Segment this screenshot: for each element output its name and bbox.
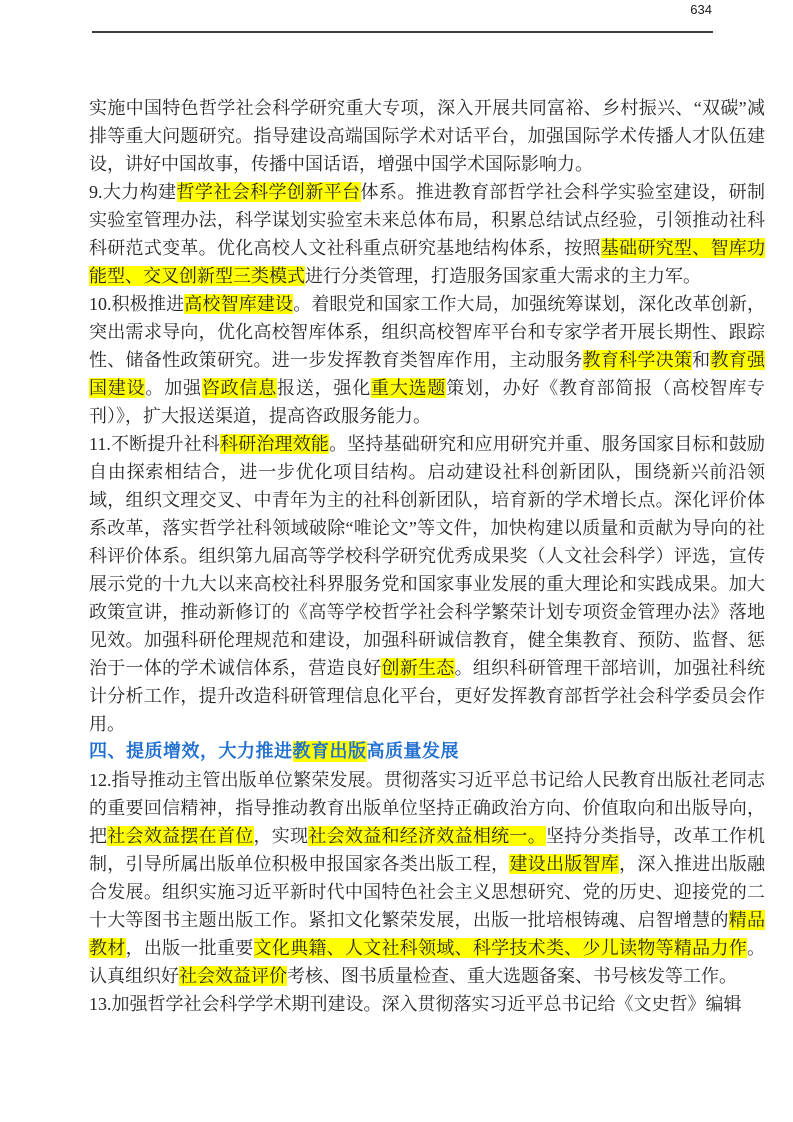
text-run: 考核、图书质量检查、重大选题备案、书号核发等工作。 [287, 966, 737, 986]
text-run: ，出版一批重要 [125, 938, 254, 958]
text-run: 四、提质增效，大力推进 [89, 741, 293, 762]
text-run: 12.指导推动主管出版单位繁荣发展。贯彻落实习近平总书记给人民教育出版社老同志的重要回信精神，指导推动教育出版单位坚持正确政治方向、价值取向和出版导向，把 [89, 770, 765, 846]
highlighted-text-run: 建设出版智库 [509, 854, 620, 874]
text-run: 坚持分类指导，改革工作机制，引导所属出版单位积极申报国家各类出版工程， [89, 826, 766, 874]
text-run: 。认真组织好 [89, 938, 766, 986]
section-heading-4 [89, 738, 765, 766]
highlighted-text-run: 教育科学决策 [582, 350, 693, 370]
text-run: 。组织科研管理干部培训，加强社科统计分析工作，提升改造科研管理信息化平台，更好发挥教育部哲学社会科学委员会作用。 [89, 658, 766, 734]
text-run: 。着眼党和国家工作大局，加强统筹谋划，深化改革创新，突出需求导向，优化高校智库体系，组织高校智库平台和专家学者开展长期性、跟踪性、储备性政策研究。进一步发挥教育类智库作用，主动服务 [89, 294, 766, 370]
highlighted-text-run: 教育强国建设 [89, 350, 766, 398]
highlighted-text-run: 哲学社会科学创新平台 [176, 182, 361, 202]
text-run: 策划，办好《教育部简报（高校智库专刊）》，扩大报送渠道，提高咨政服务能力。 [89, 378, 766, 426]
text-run: 。坚持基础研究和应用研究并重、服务国家目标和鼓励自由探索相结合，进一步优化项目结构。启动建设社科创新团队，围绕新兴前沿领域，组织文理交叉、中青年为主的社科创新团队，培育新的学术增长点。深化评价体系改革，落实哲学社科领域破除“唯论文”等文件，加快构建以质量和贡献为导向的社科评价体系。组织第九届高等学校科学研究优秀成果奖（人文社会科学）评选，宣传展示党的十九大以来高校社科界服务党和国家事业发展的重大理论和实践成果。加大政策宣讲，推动新修订的《高等学校哲学社会科学繁荣计划专项资金管理办法》落地见效。加强科研伦理规范和建设，加强科研诚信教育，健全集教育、预防、监督、惩治于一体的学术诚信体系，营造良好 [89, 434, 765, 678]
highlighted-text-run: 咨政信息 [201, 378, 278, 398]
text-run: ，深入推进出版融合发展。组织实施习近平新时代中国特色社会主义思想研究、党的历史、迎接党的二十大等图书主题出版工作。紧扣文化繁荣发展，出版一批培根铸魂、启智增慧的 [89, 854, 766, 930]
paragraph-10 [89, 290, 765, 430]
page-number: 634 [690, 2, 712, 17]
highlighted-text-run: 精品教材 [89, 910, 765, 958]
paragraph-continuation [89, 94, 765, 178]
text-run: 体系。推进教育部哲学社会科学实验室建设，研制实验室管理办法，科学谋划实验室未来总体布局，积累总结试点经验，引领推动社科科研范式变革。优化高校人文社科重点研究基地结构体系，按照 [89, 182, 766, 258]
text-run: 13.加强哲学社会科学学术期刊建设。深入贯彻落实习近平总书记给《文史哲》编辑 [89, 994, 742, 1014]
text-run: ，实现 [253, 826, 309, 846]
text-run: 进行分类管理，打造服务国家重大需求的主力军。 [305, 266, 701, 286]
text-run: 9.大力构建 [89, 182, 177, 202]
highlighted-text-run: 社会效益和经济效益相统一。 [308, 826, 546, 846]
highlighted-text-run: 社会效益摆在首位 [107, 826, 254, 846]
text-run: 实施中国特色哲学社会科学研究重大专项，深入开展共同富裕、乡村振兴、“双碳”减排等重大问题研究。指导建设高端国际学术对话平台，加强国际学术传播人才队伍建设，讲好中国故事，传播中国话语，增强中国学术国际影响力。 [89, 98, 765, 174]
highlighted-text-run: 科研治理效能 [220, 434, 330, 454]
paragraph-13 [89, 990, 765, 1018]
header-rule [92, 31, 713, 33]
text-run: 10.积极推进 [89, 294, 185, 314]
highlighted-text-run: 重大选题 [371, 378, 447, 398]
highlighted-text-run: 教育出版 [292, 741, 367, 762]
text-run: 报送，强化 [277, 378, 372, 398]
highlighted-text-run: 文化典籍、人文社科领域、科学技术类、少儿读物等精品力作 [253, 938, 748, 958]
text-run: 高质量发展 [366, 741, 459, 762]
highlighted-text-run: 创新生态 [381, 658, 455, 678]
paragraph-9 [89, 178, 765, 290]
paragraph-12 [89, 766, 765, 990]
text-run: 。加强 [145, 378, 202, 398]
highlighted-text-run: 基础研究型、智库功能型、交叉创新型三类模式 [89, 238, 766, 286]
text-run: 11.不断提升社科 [89, 434, 221, 454]
paragraph-11 [89, 430, 765, 738]
document-body [89, 94, 765, 1018]
highlighted-text-run: 高校智库建设 [184, 294, 294, 314]
text-run: 和 [692, 350, 711, 370]
highlighted-text-run: 社会效益评价 [179, 966, 287, 986]
